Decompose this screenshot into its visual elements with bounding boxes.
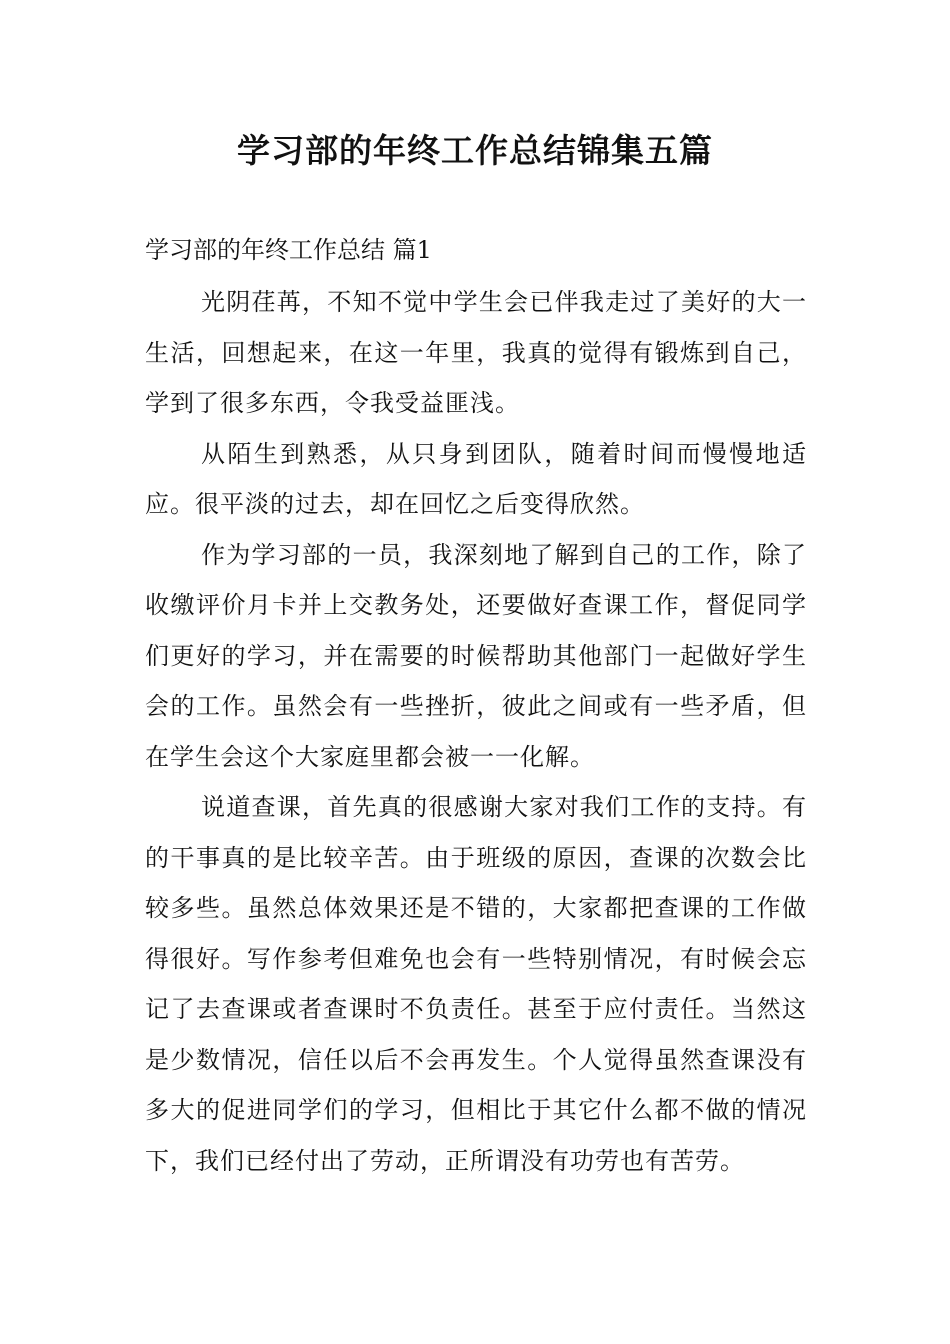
section-heading: 学习部的年终工作总结 篇1 [145,236,432,264]
document-title: 学习部的年终工作总结锦集五篇 [237,131,713,170]
paragraph: 作为学习部的一员，我深刻地了解到自己的工作，除了收缴评价月卡并上交教务处，还要做好查课工作，督促同学们更好的学习，并在需要的时候帮助其他部门一起做好学生会的工作。虽然会有一些挫折，彼此之间或有一些矛盾，但在学生会这个大家庭里都会被一一化解。 [145,540,807,771]
paragraph: 从陌生到熟悉，从只身到团队，随着时间而慢慢地适应。很平淡的过去，却在回忆之后变得欣然。 [145,439,807,518]
document-body [145,277,807,1186]
paragraph: 光阴荏苒，不知不觉中学生会已伴我走过了美好的大一生活，回想起来，在这一年里，我真的觉得有锻炼到自己，学到了很多东西，令我受益匪浅。 [145,288,807,417]
paragraph: 说道查课，首先真的很感谢大家对我们工作的支持。有的干事真的是比较辛苦。由于班级的原因，查课的次数会比较多些。虽然总体效果还是不错的，大家都把查课的工作做得很好。写作参考但难免也会有一些特别情况，有时候会忘记了去查课或者查课时不负责任。甚至于应付责任。当然这是少数情况，信任以后不会再发生。个人觉得虽然查课没有多大的促进同学们的学习，但相比于其它什么都不做的情况下，我们已经付出了劳动，正所谓没有功劳也有苦劳。 [145,793,807,1175]
